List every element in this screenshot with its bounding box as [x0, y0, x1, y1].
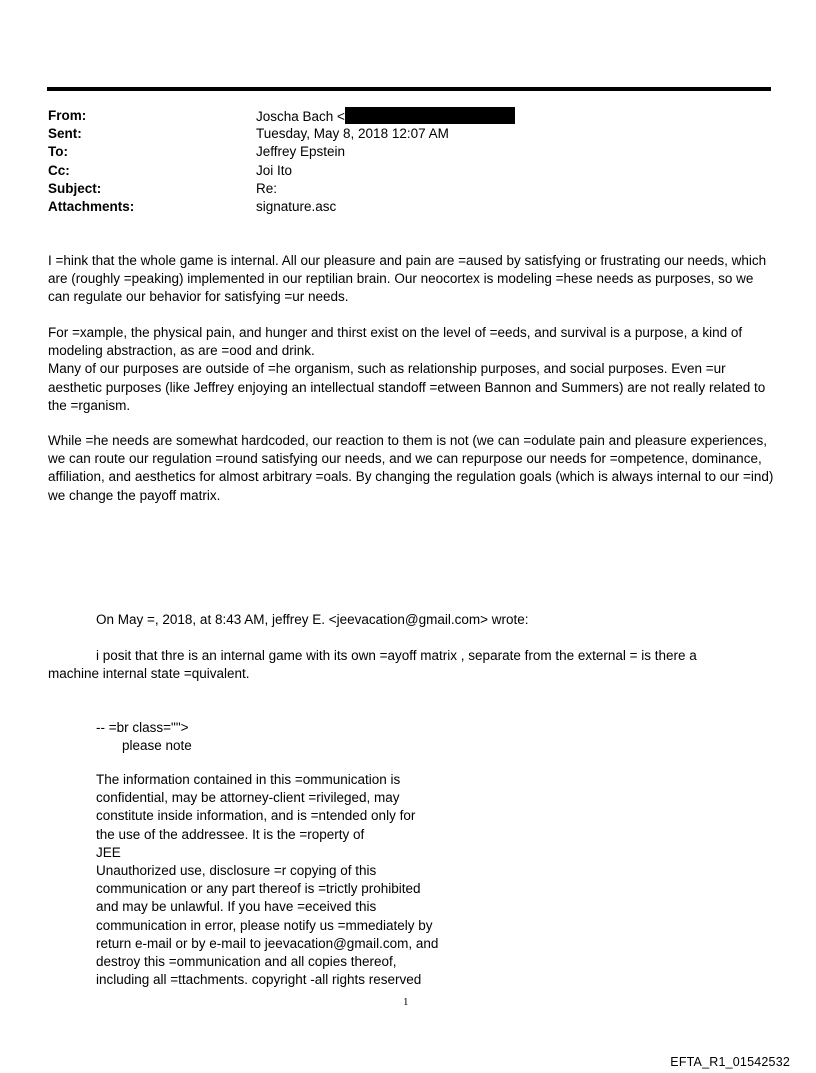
sent-value: Tuesday, May 8, 2018 12:07 AM [256, 126, 449, 142]
confidentiality-notice [96, 771, 476, 989]
attachments-row [48, 198, 768, 216]
notice-line: communication in error, please notify us =mmediately by [96, 917, 433, 933]
signature-line-1: -- =br class=""> [96, 720, 189, 735]
cc-row [48, 162, 768, 180]
notice-line: JEE [96, 844, 121, 860]
redaction-box [345, 107, 515, 124]
body-paragraph-2-line-2: Many of our purposes are outside of =he organism, such as relationship purposes, and social purposes. Even =ur aesthetic purposes (like Jeffrey enjoying an intellectual standoff =etween Bannon and Summers) are not really related to the =rganism. [48, 361, 766, 413]
body-paragraph-1-text: I =hink that the whole game is internal. All our pleasure and pain are =aused by satisfying or frustrating our needs, which are (roughly =peaking) implemented in our reptilian brain. Our neocortex is modeling =hese needs as purposes, so we can regulate our behavior for satisfying =ur needs. [48, 253, 767, 305]
quoted-message-line-1: i posit that thre is an internal game with its own =ayoff matrix , separate from the external = is there a [96, 648, 697, 663]
body-paragraph-2 [48, 324, 774, 415]
notice-line: Unauthorized use, disclosure =r copying of this [96, 863, 377, 879]
quoted-intro [96, 611, 736, 629]
body-paragraph-3-text: While =he needs are somewhat hardcoded, our reaction to them is not (we can =odulate pain and pleasure experiences, we can route our regulation =round satisfying our needs, and we can repurpose our needs for =ompetence, dominance, affiliation, and aesthetics for almost arbitrary =oals. By changing the regulation goals (which is always internal to our =ind) we change the payoff matrix. [48, 433, 774, 503]
body-paragraph-1 [48, 252, 774, 307]
attachments-label: Attachments: [48, 198, 135, 214]
notice-line: The information contained in this =ommunication is [96, 772, 401, 787]
notice-line: communication or any part thereof is =trictly prohibited [96, 881, 421, 897]
to-value: Jeffrey Epstein [256, 144, 346, 160]
signature-line-2: please note [122, 738, 192, 754]
email-header [48, 107, 768, 216]
body-paragraph-2-line-1: For =xample, the physical pain, and hunger and thirst exist on the level of =eeds, and survival is a purpose, a kind of modeling abstraction, as are =ood and drink. [48, 325, 743, 359]
subject-label: Subject: [48, 180, 102, 196]
to-row [48, 143, 768, 161]
sent-row [48, 125, 768, 143]
body-paragraph-3 [48, 432, 774, 505]
notice-line: return e-mail or by e-mail to jeevacation@gmail.com, and [96, 935, 439, 951]
notice-line: constitute inside information, and is =ntended only for [96, 808, 416, 824]
from-label: From: [48, 108, 87, 123]
notice-line: including all =ttachments. copyright -all rights reserved [96, 972, 422, 988]
from-value [256, 107, 515, 125]
quoted-message [48, 647, 768, 683]
signature-header [96, 719, 476, 755]
from-row [48, 107, 768, 125]
notice-line: and may be unlawful. If you have =eceived this [96, 899, 377, 915]
sent-label: Sent: [48, 126, 82, 142]
subject-value: Re: [256, 180, 278, 196]
from-name: Joscha Bach < [256, 109, 345, 124]
quoted-intro-text: On May =, 2018, at 8:43 AM, jeffrey E. <jeevacation@gmail.com> wrote: [96, 612, 529, 627]
page-number: 1 [403, 996, 409, 1008]
subject-row [48, 180, 768, 198]
notice-line: the use of the addressee. It is the =roperty of [96, 826, 365, 842]
to-label: To: [48, 144, 68, 160]
attachments-value: signature.asc [256, 198, 337, 214]
quoted-message-line-2: machine internal state =quivalent. [48, 666, 250, 682]
cc-value: Joi Ito [256, 162, 293, 178]
notice-line: confidential, may be attorney-client =rivileged, may [96, 790, 400, 806]
notice-line: destroy this =ommunication and all copies thereof, [96, 954, 397, 970]
header-divider [47, 87, 771, 91]
cc-label: Cc: [48, 162, 70, 178]
document-id: EFTA_R1_01542532 [670, 1055, 790, 1069]
